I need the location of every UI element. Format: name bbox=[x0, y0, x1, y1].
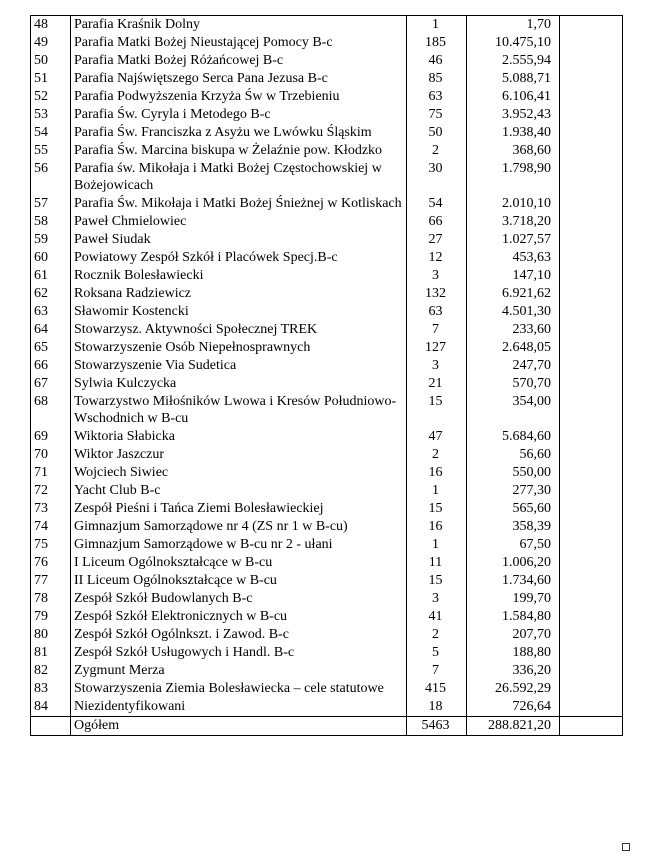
row-amount: 1.027,57 bbox=[467, 231, 560, 249]
row-name: Sławomir Kostencki bbox=[71, 303, 407, 321]
table-row bbox=[31, 213, 623, 231]
row-amount: 10.475,10 bbox=[467, 34, 560, 52]
donations-table bbox=[30, 15, 623, 736]
row-count: 2 bbox=[407, 626, 467, 644]
row-empty-cell bbox=[560, 554, 623, 572]
row-amount: 4.501,30 bbox=[467, 303, 560, 321]
row-empty-cell bbox=[560, 626, 623, 644]
row-number: 64 bbox=[31, 321, 71, 339]
total-number-cell bbox=[31, 717, 71, 736]
row-number: 60 bbox=[31, 249, 71, 267]
row-empty-cell bbox=[560, 572, 623, 590]
row-empty-cell bbox=[560, 52, 623, 70]
row-empty-cell bbox=[560, 339, 623, 357]
table-row bbox=[31, 267, 623, 285]
row-count: 185 bbox=[407, 34, 467, 52]
row-amount: 2.010,10 bbox=[467, 195, 560, 213]
row-name: Stowarzyszenie Osób Niepełnosprawnych bbox=[71, 339, 407, 357]
row-empty-cell bbox=[560, 16, 623, 35]
row-name: Zespół Szkół Ogólnkszt. i Zawod. B-c bbox=[71, 626, 407, 644]
row-amount: 358,39 bbox=[467, 518, 560, 536]
row-count: 7 bbox=[407, 662, 467, 680]
row-amount: 67,50 bbox=[467, 536, 560, 554]
row-name: Stowarzyszenia Ziemia Bolesławiecka – cele statutowe bbox=[71, 680, 407, 698]
table-row bbox=[31, 285, 623, 303]
row-amount: 26.592,29 bbox=[467, 680, 560, 698]
row-number: 50 bbox=[31, 52, 71, 70]
table-row bbox=[31, 644, 623, 662]
row-name: Parafia Podwyższenia Krzyża Św w Trzebieniu bbox=[71, 88, 407, 106]
row-name: Zespół Pieśni i Tańca Ziemi Bolesławieckiej bbox=[71, 500, 407, 518]
row-name: Parafia św. Mikołaja i Matki Bożej Częstochowskiej w Bożejowicach bbox=[71, 160, 407, 195]
table-row bbox=[31, 339, 623, 357]
row-count: 3 bbox=[407, 357, 467, 375]
row-amount: 6.106,41 bbox=[467, 88, 560, 106]
row-count: 18 bbox=[407, 698, 467, 717]
row-name: Wiktoria Słabicka bbox=[71, 428, 407, 446]
row-count: 15 bbox=[407, 572, 467, 590]
row-empty-cell bbox=[560, 70, 623, 88]
row-count: 63 bbox=[407, 88, 467, 106]
row-amount: 550,00 bbox=[467, 464, 560, 482]
row-count: 85 bbox=[407, 70, 467, 88]
table-row bbox=[31, 160, 623, 195]
row-empty-cell bbox=[560, 500, 623, 518]
row-empty-cell bbox=[560, 195, 623, 213]
row-amount: 726,64 bbox=[467, 698, 560, 717]
row-empty-cell bbox=[560, 231, 623, 249]
row-amount: 207,70 bbox=[467, 626, 560, 644]
table-row bbox=[31, 195, 623, 213]
row-count: 1 bbox=[407, 16, 467, 35]
row-empty-cell bbox=[560, 393, 623, 428]
table-row bbox=[31, 428, 623, 446]
row-count: 54 bbox=[407, 195, 467, 213]
row-name: Parafia Matki Bożej Nieustającej Pomocy B-c bbox=[71, 34, 407, 52]
row-name: Wiktor Jaszczur bbox=[71, 446, 407, 464]
row-number: 79 bbox=[31, 608, 71, 626]
row-empty-cell bbox=[560, 142, 623, 160]
row-amount: 5.684,60 bbox=[467, 428, 560, 446]
row-name: Zespół Szkół Budowlanych B-c bbox=[71, 590, 407, 608]
row-count: 15 bbox=[407, 500, 467, 518]
row-empty-cell bbox=[560, 88, 623, 106]
row-name: Parafia Najświętszego Serca Pana Jezusa B-c bbox=[71, 70, 407, 88]
row-amount: 247,70 bbox=[467, 357, 560, 375]
row-number: 62 bbox=[31, 285, 71, 303]
row-number: 77 bbox=[31, 572, 71, 590]
row-number: 80 bbox=[31, 626, 71, 644]
row-number: 61 bbox=[31, 267, 71, 285]
row-empty-cell bbox=[560, 160, 623, 195]
row-name: Towarzystwo Miłośników Lwowa i Kresów Południowo-Wschodnich w B-cu bbox=[71, 393, 407, 428]
row-empty-cell bbox=[560, 106, 623, 124]
row-number: 51 bbox=[31, 70, 71, 88]
row-count: 3 bbox=[407, 590, 467, 608]
row-count: 2 bbox=[407, 142, 467, 160]
row-number: 57 bbox=[31, 195, 71, 213]
table-row bbox=[31, 464, 623, 482]
row-name: Zespół Szkół Usługowych i Handl. B-c bbox=[71, 644, 407, 662]
row-empty-cell bbox=[560, 124, 623, 142]
row-amount: 1.938,40 bbox=[467, 124, 560, 142]
row-name: I Liceum Ogólnokształcące w B-cu bbox=[71, 554, 407, 572]
row-empty-cell bbox=[560, 446, 623, 464]
table-row bbox=[31, 52, 623, 70]
row-empty-cell bbox=[560, 213, 623, 231]
table-row bbox=[31, 482, 623, 500]
row-empty-cell bbox=[560, 518, 623, 536]
row-name: Rocznik Bolesławiecki bbox=[71, 267, 407, 285]
row-empty-cell bbox=[560, 428, 623, 446]
row-count: 50 bbox=[407, 124, 467, 142]
table-row bbox=[31, 34, 623, 52]
row-number: 59 bbox=[31, 231, 71, 249]
table-row bbox=[31, 500, 623, 518]
table-row bbox=[31, 680, 623, 698]
row-empty-cell bbox=[560, 680, 623, 698]
row-amount: 2.555,94 bbox=[467, 52, 560, 70]
table-row bbox=[31, 698, 623, 717]
row-number: 63 bbox=[31, 303, 71, 321]
row-empty-cell bbox=[560, 644, 623, 662]
table-row bbox=[31, 106, 623, 124]
row-count: 2 bbox=[407, 446, 467, 464]
row-number: 83 bbox=[31, 680, 71, 698]
row-empty-cell bbox=[560, 267, 623, 285]
row-empty-cell bbox=[560, 482, 623, 500]
table-row bbox=[31, 357, 623, 375]
row-number: 74 bbox=[31, 518, 71, 536]
table-row bbox=[31, 608, 623, 626]
row-name: Niezidentyfikowani bbox=[71, 698, 407, 717]
row-amount: 188,80 bbox=[467, 644, 560, 662]
row-count: 21 bbox=[407, 375, 467, 393]
row-name: Yacht Club B-c bbox=[71, 482, 407, 500]
row-name: Wojciech Siwiec bbox=[71, 464, 407, 482]
row-count: 3 bbox=[407, 267, 467, 285]
row-count: 127 bbox=[407, 339, 467, 357]
row-name: II Liceum Ogólnokształcące w B-cu bbox=[71, 572, 407, 590]
row-count: 1 bbox=[407, 536, 467, 554]
row-number: 69 bbox=[31, 428, 71, 446]
row-empty-cell bbox=[560, 608, 623, 626]
row-count: 5 bbox=[407, 644, 467, 662]
row-amount: 1.006,20 bbox=[467, 554, 560, 572]
row-name: Roksana Radziewicz bbox=[71, 285, 407, 303]
table-row bbox=[31, 142, 623, 160]
total-row bbox=[31, 717, 623, 736]
row-name: Parafia Św. Mikołaja i Matki Bożej Śnieżnej w Kotliskach bbox=[71, 195, 407, 213]
row-amount: 277,30 bbox=[467, 482, 560, 500]
row-amount: 1.798,90 bbox=[467, 160, 560, 195]
row-count: 47 bbox=[407, 428, 467, 446]
row-number: 54 bbox=[31, 124, 71, 142]
table-row bbox=[31, 70, 623, 88]
row-number: 81 bbox=[31, 644, 71, 662]
row-name: Parafia Kraśnik Dolny bbox=[71, 16, 407, 35]
table-row bbox=[31, 626, 623, 644]
row-count: 30 bbox=[407, 160, 467, 195]
row-number: 72 bbox=[31, 482, 71, 500]
row-count: 415 bbox=[407, 680, 467, 698]
table-row bbox=[31, 303, 623, 321]
table-row bbox=[31, 16, 623, 35]
table-body bbox=[31, 16, 623, 736]
row-amount: 565,60 bbox=[467, 500, 560, 518]
table-resize-handle[interactable] bbox=[622, 843, 630, 851]
row-name: Parafia Św. Cyryla i Metodego B-c bbox=[71, 106, 407, 124]
table-row bbox=[31, 554, 623, 572]
table-row bbox=[31, 393, 623, 428]
row-number: 48 bbox=[31, 16, 71, 35]
row-number: 75 bbox=[31, 536, 71, 554]
row-amount: 3.952,43 bbox=[467, 106, 560, 124]
total-amount: 288.821,20 bbox=[467, 717, 560, 736]
row-empty-cell bbox=[560, 536, 623, 554]
row-number: 55 bbox=[31, 142, 71, 160]
row-count: 132 bbox=[407, 285, 467, 303]
row-name: Parafia Matki Bożej Różańcowej B-c bbox=[71, 52, 407, 70]
row-count: 41 bbox=[407, 608, 467, 626]
row-number: 68 bbox=[31, 393, 71, 428]
row-amount: 3.718,20 bbox=[467, 213, 560, 231]
row-amount: 1.734,60 bbox=[467, 572, 560, 590]
row-count: 1 bbox=[407, 482, 467, 500]
row-amount: 6.921,62 bbox=[467, 285, 560, 303]
row-number: 76 bbox=[31, 554, 71, 572]
row-empty-cell bbox=[560, 303, 623, 321]
total-label: Ogółem bbox=[71, 717, 407, 736]
row-name: Parafia Św. Marcina biskupa w Żelaźnie pow. Kłodzko bbox=[71, 142, 407, 160]
row-count: 7 bbox=[407, 321, 467, 339]
row-empty-cell bbox=[560, 34, 623, 52]
total-count: 5463 bbox=[407, 717, 467, 736]
row-number: 56 bbox=[31, 160, 71, 195]
row-name: Stowarzysz. Aktywności Społecznej TREK bbox=[71, 321, 407, 339]
table-row bbox=[31, 572, 623, 590]
row-name: Powiatowy Zespół Szkół i Placówek Specj.B-c bbox=[71, 249, 407, 267]
row-empty-cell bbox=[560, 285, 623, 303]
row-empty-cell bbox=[560, 357, 623, 375]
table-row bbox=[31, 536, 623, 554]
table-row bbox=[31, 375, 623, 393]
row-count: 16 bbox=[407, 464, 467, 482]
row-number: 65 bbox=[31, 339, 71, 357]
row-amount: 354,00 bbox=[467, 393, 560, 428]
row-amount: 1.584,80 bbox=[467, 608, 560, 626]
row-count: 16 bbox=[407, 518, 467, 536]
row-count: 63 bbox=[407, 303, 467, 321]
row-number: 52 bbox=[31, 88, 71, 106]
row-number: 67 bbox=[31, 375, 71, 393]
row-name: Gimnazjum Samorządowe w B-cu nr 2 - ułani bbox=[71, 536, 407, 554]
row-count: 75 bbox=[407, 106, 467, 124]
row-name: Zespół Szkół Elektronicznych w B-cu bbox=[71, 608, 407, 626]
row-count: 27 bbox=[407, 231, 467, 249]
row-amount: 1,70 bbox=[467, 16, 560, 35]
row-count: 11 bbox=[407, 554, 467, 572]
row-empty-cell bbox=[560, 698, 623, 717]
row-name: Parafia Św. Franciszka z Asyżu we Lwówku Śląskim bbox=[71, 124, 407, 142]
row-amount: 368,60 bbox=[467, 142, 560, 160]
table-row bbox=[31, 231, 623, 249]
row-count: 66 bbox=[407, 213, 467, 231]
row-number: 82 bbox=[31, 662, 71, 680]
row-amount: 570,70 bbox=[467, 375, 560, 393]
row-count: 46 bbox=[407, 52, 467, 70]
table-row bbox=[31, 590, 623, 608]
row-number: 58 bbox=[31, 213, 71, 231]
row-amount: 199,70 bbox=[467, 590, 560, 608]
row-count: 15 bbox=[407, 393, 467, 428]
table-row bbox=[31, 88, 623, 106]
row-amount: 453,63 bbox=[467, 249, 560, 267]
row-number: 66 bbox=[31, 357, 71, 375]
total-empty-cell bbox=[560, 717, 623, 736]
row-name: Paweł Siudak bbox=[71, 231, 407, 249]
row-name: Sylwia Kulczycka bbox=[71, 375, 407, 393]
row-empty-cell bbox=[560, 662, 623, 680]
row-number: 73 bbox=[31, 500, 71, 518]
row-number: 70 bbox=[31, 446, 71, 464]
table-row bbox=[31, 518, 623, 536]
row-number: 53 bbox=[31, 106, 71, 124]
row-amount: 233,60 bbox=[467, 321, 560, 339]
table-row bbox=[31, 446, 623, 464]
table-row bbox=[31, 662, 623, 680]
row-number: 49 bbox=[31, 34, 71, 52]
table-row bbox=[31, 124, 623, 142]
row-empty-cell bbox=[560, 590, 623, 608]
table-row bbox=[31, 249, 623, 267]
row-amount: 147,10 bbox=[467, 267, 560, 285]
row-name: Paweł Chmielowiec bbox=[71, 213, 407, 231]
row-name: Zygmunt Merza bbox=[71, 662, 407, 680]
row-number: 84 bbox=[31, 698, 71, 717]
row-empty-cell bbox=[560, 321, 623, 339]
row-empty-cell bbox=[560, 375, 623, 393]
row-number: 78 bbox=[31, 590, 71, 608]
row-name: Stowarzyszenie Via Sudetica bbox=[71, 357, 407, 375]
row-amount: 56,60 bbox=[467, 446, 560, 464]
row-empty-cell bbox=[560, 464, 623, 482]
row-amount: 2.648,05 bbox=[467, 339, 560, 357]
row-number: 71 bbox=[31, 464, 71, 482]
row-amount: 5.088,71 bbox=[467, 70, 560, 88]
table-row bbox=[31, 321, 623, 339]
row-name: Gimnazjum Samorządowe nr 4 (ZS nr 1 w B-cu) bbox=[71, 518, 407, 536]
row-amount: 336,20 bbox=[467, 662, 560, 680]
row-count: 12 bbox=[407, 249, 467, 267]
row-empty-cell bbox=[560, 249, 623, 267]
